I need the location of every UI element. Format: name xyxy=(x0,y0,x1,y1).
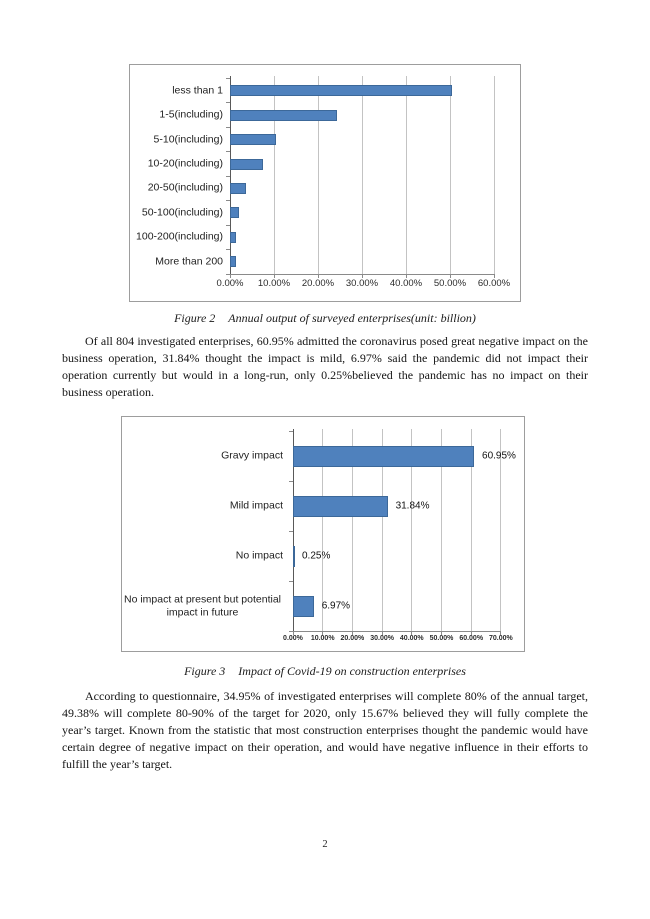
x-tick-label: 50.00% xyxy=(433,278,467,289)
y-axis-tick-mark xyxy=(226,200,230,201)
x-tick-label: 20.00% xyxy=(340,635,365,642)
page-number: 2 xyxy=(322,839,328,850)
bar-value-label: 6.97% xyxy=(321,600,351,612)
figure2-caption-title: Annual output of surveyed enterprises(unit: billion) xyxy=(228,311,476,325)
bar xyxy=(293,496,388,517)
bar xyxy=(230,134,276,145)
x-axis-line xyxy=(230,274,494,275)
x-axis-line xyxy=(293,631,501,632)
y-axis-tick-mark xyxy=(226,78,230,79)
y-axis-tick-mark xyxy=(289,581,293,582)
y-axis-tick-mark xyxy=(226,127,230,128)
x-tick-label: 40.00% xyxy=(389,278,423,289)
category-label: Mild impact xyxy=(229,499,283,512)
grid-line xyxy=(450,76,451,274)
x-tick-label: 70.00% xyxy=(489,635,513,642)
figure2-caption xyxy=(0,311,650,326)
grid-line xyxy=(362,76,363,274)
x-tick-label: 40.00% xyxy=(399,635,424,642)
x-tick-label: 60.00% xyxy=(459,635,484,642)
paragraph-target-completion: According to questionnaire, 34.95% of investigated enterprises will complete 80% of the annual target, 49.38% will complete 80-90% of the target for 2020, only 15.67% believed they will fully complete the year’s target. Known from the statistic that most construction enterprises thought the pandemic would have certain degree of negative impact on their operation, and would have negative influence in their efforts to fulfill the year’s target. xyxy=(62,689,588,771)
category-label: less than 1 xyxy=(172,84,223,97)
x-tick-label: 0.00% xyxy=(283,635,303,642)
bar-value-label: 60.95% xyxy=(482,450,516,462)
bar xyxy=(293,546,295,567)
category-label: Gravy impact xyxy=(221,449,283,462)
category-label: More than 200 xyxy=(155,255,223,268)
y-axis-tick-mark xyxy=(226,249,230,250)
bar-value-label: 31.84% xyxy=(395,500,430,512)
paragraph-survey-impact: Of all 804 investigated enterprises, 60.95% admitted the coronavirus posed great negative impact on the business operation, 31.84% thought the impact is mild, 6.97% said the pandemic did not impact their operation currently but would in a long-run, only 0.25%believed the pandemic has no impact on their business operation. xyxy=(62,334,588,399)
x-tick-label: 30.00% xyxy=(370,635,394,642)
y-axis-tick-mark xyxy=(289,531,293,532)
figure3-caption xyxy=(0,664,650,679)
bar xyxy=(230,183,246,194)
figure3-caption-title: Impact of Covid-19 on construction enterprises xyxy=(238,664,466,678)
figure3-caption-number: Figure 3 xyxy=(184,664,226,678)
y-axis-tick-mark xyxy=(226,225,230,226)
grid-line xyxy=(494,76,495,274)
y-axis-tick-mark xyxy=(226,102,230,103)
x-tick-label: 60.00% xyxy=(477,278,511,289)
category-label: 20-50(including) xyxy=(147,182,223,195)
category-label: 5-10(including) xyxy=(153,133,223,146)
figure2-chart xyxy=(129,64,521,302)
category-label: 1-5(including) xyxy=(159,108,223,121)
category-label: No impact at present but potential impact in future xyxy=(123,593,281,618)
y-axis-tick-mark xyxy=(289,431,293,432)
x-tick-label: 10.00% xyxy=(310,635,335,642)
category-label: 10-20(including) xyxy=(147,157,223,170)
y-axis-tick-mark xyxy=(289,631,293,632)
grid-line xyxy=(318,76,319,274)
bar xyxy=(230,232,236,243)
y-axis-tick-mark xyxy=(226,274,230,275)
bar xyxy=(293,596,314,617)
x-tick-label: 20.00% xyxy=(301,278,335,289)
bar xyxy=(230,256,236,267)
category-label: 100-200(including) xyxy=(136,231,223,244)
y-axis-tick-mark xyxy=(226,151,230,152)
bar xyxy=(230,207,239,218)
figure3-chart xyxy=(121,416,525,652)
bar xyxy=(230,159,263,170)
bar xyxy=(230,110,337,121)
grid-line xyxy=(406,76,407,274)
category-label: No impact xyxy=(235,549,283,562)
bar xyxy=(230,85,452,96)
bar xyxy=(293,446,474,467)
x-tick-label: 50.00% xyxy=(429,635,454,642)
x-tick-label: 30.00% xyxy=(345,278,379,289)
x-tick-label: 0.00% xyxy=(216,278,244,289)
figure2-caption-number: Figure 2 xyxy=(174,311,216,325)
category-label: 50-100(including) xyxy=(141,206,223,219)
x-tick-label: 10.00% xyxy=(257,278,291,289)
grid-line xyxy=(274,76,275,274)
y-axis-tick-mark xyxy=(226,176,230,177)
bar-value-label: 0.25% xyxy=(302,550,331,562)
y-axis-tick-mark xyxy=(289,481,293,482)
